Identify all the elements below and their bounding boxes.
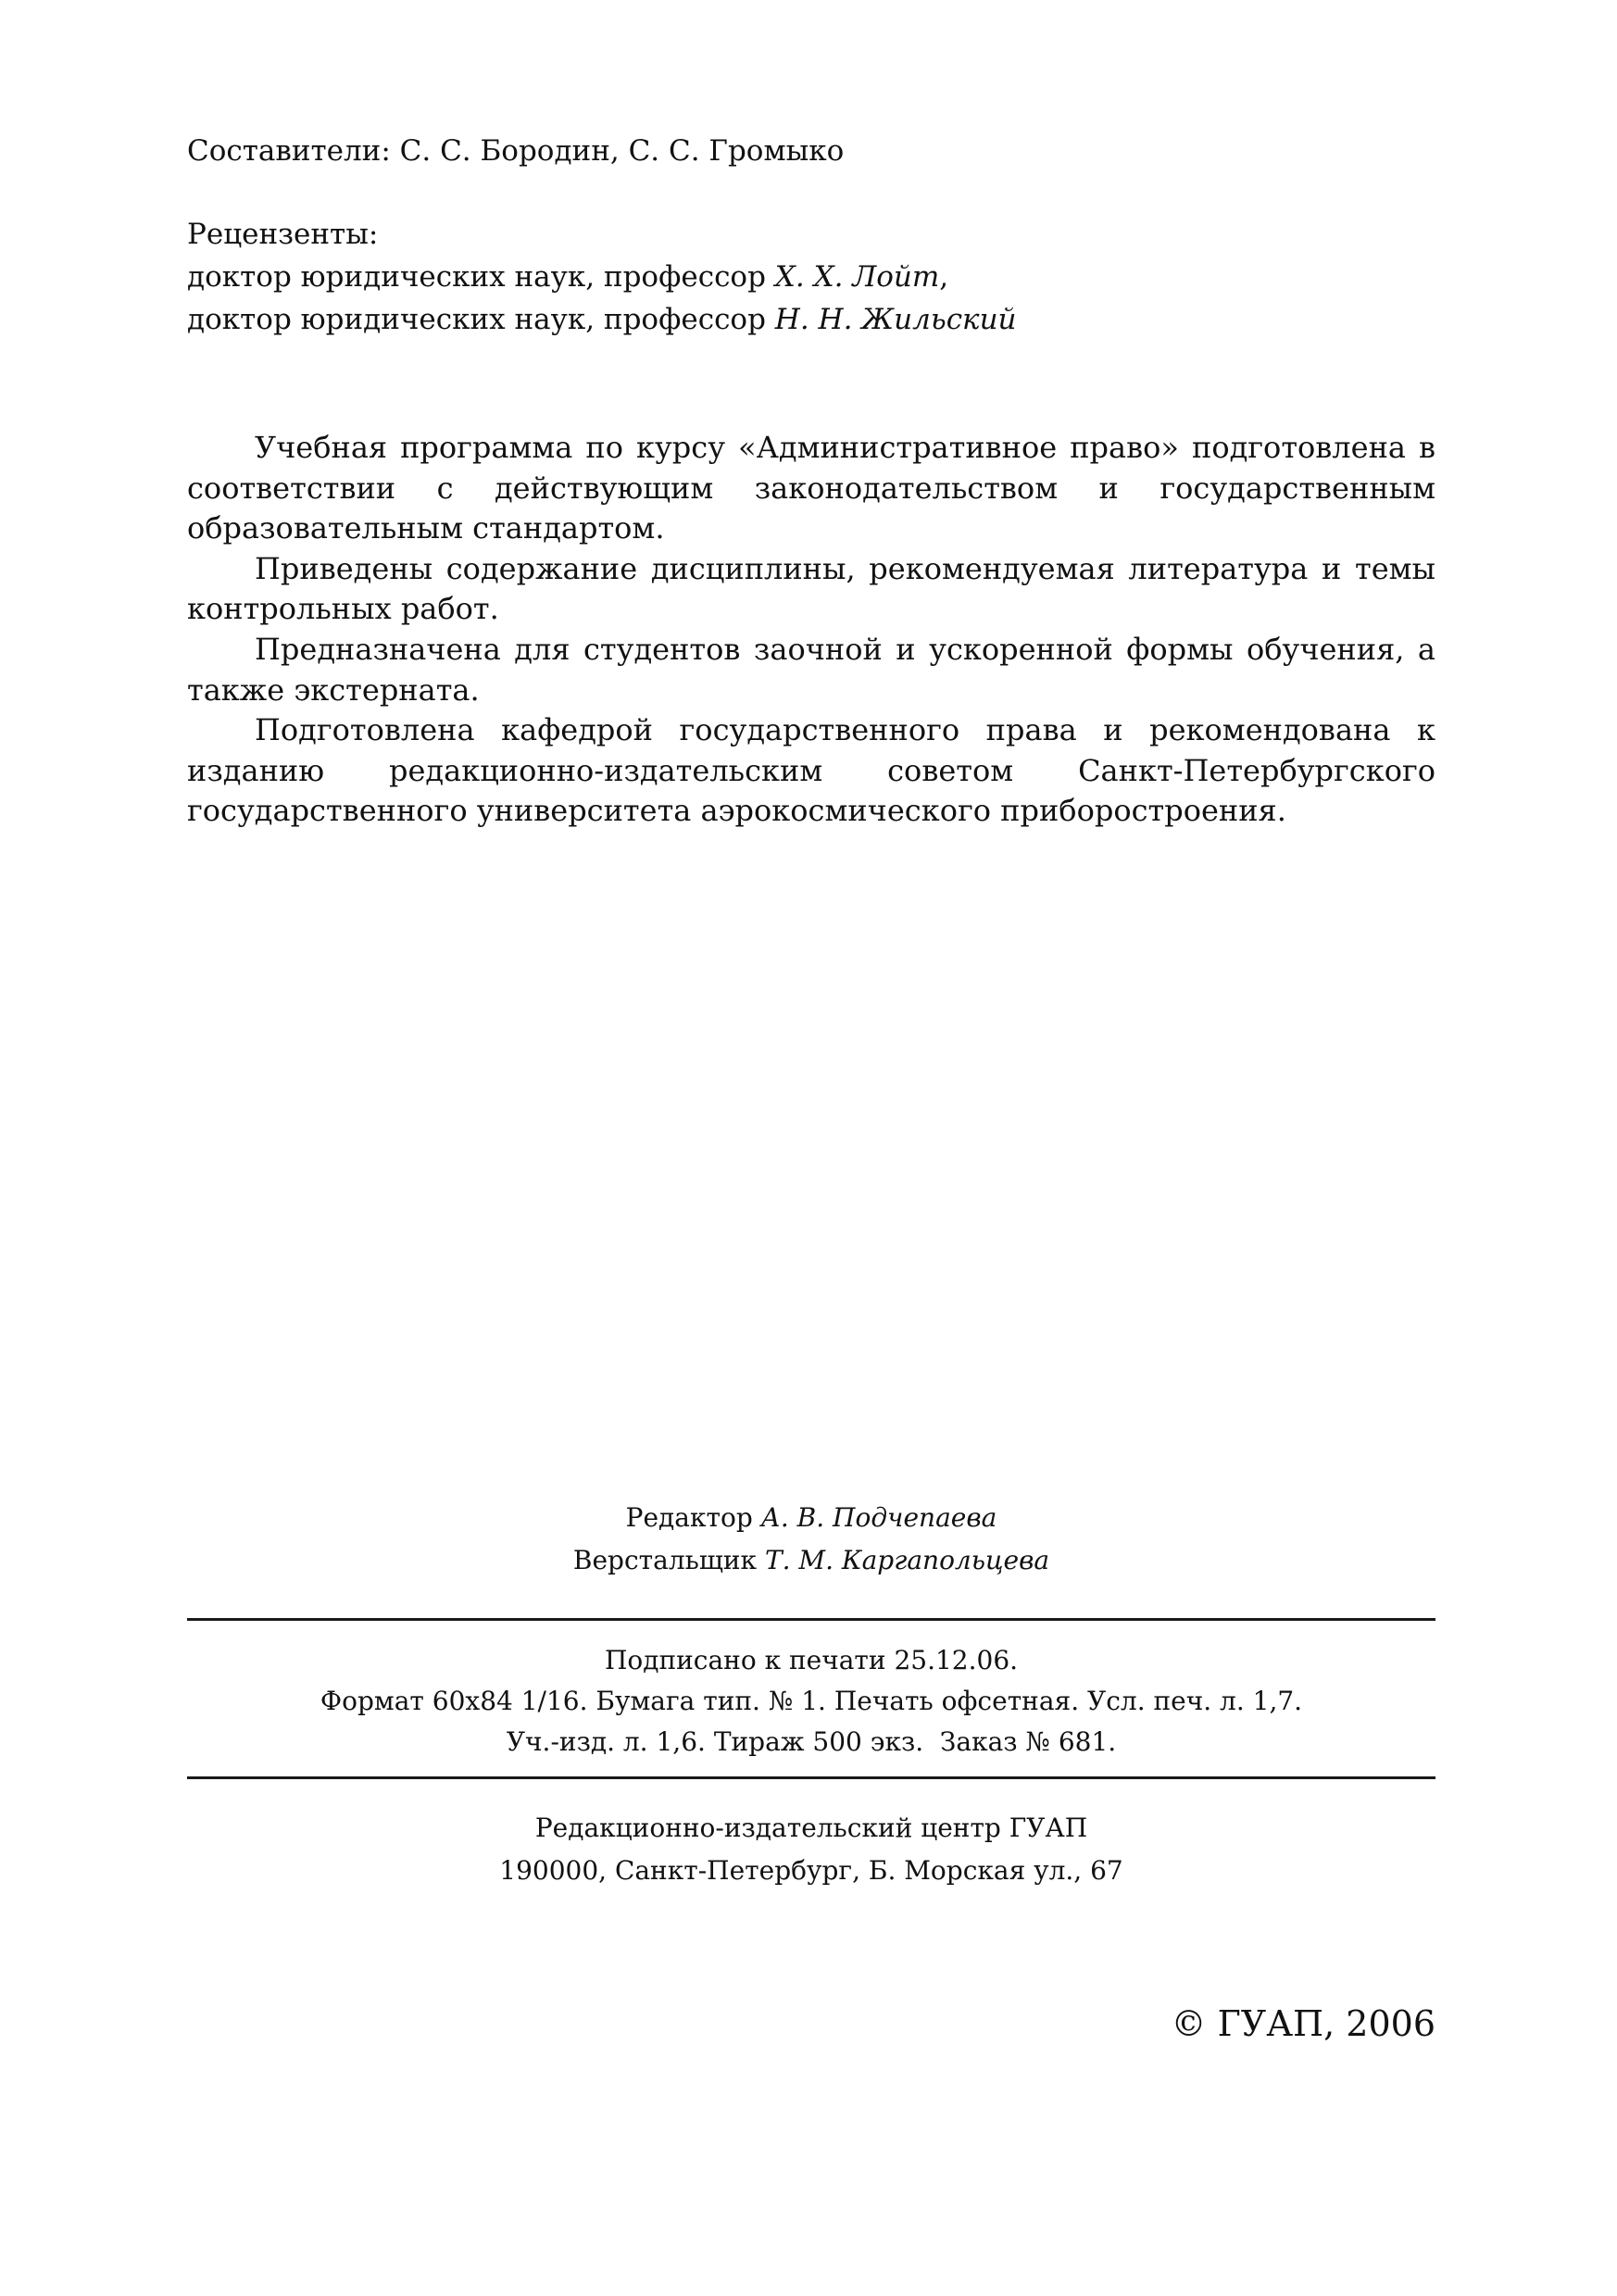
- publisher: [187, 1807, 1435, 1892]
- reviewers: [187, 213, 1435, 341]
- reviewer-name: Н. Н. Жильский: [774, 303, 1017, 336]
- reviewers-heading: Рецензенты:: [187, 218, 379, 251]
- imprint-line: Формат 60x84 1/16. Бумага тип. № 1. Печать офсетная. Усл. печ. л. 1,7.: [320, 1686, 1303, 1716]
- editor-name: А. В. Подчепаева: [760, 1502, 997, 1533]
- abstract-paragraph: Учебная программа по курсу «Административное право» подготовлена в соответствии с действующим законодательством и государственным образовательным стандартом.: [187, 430, 1435, 546]
- credits: [187, 1497, 1435, 1582]
- editor-credit: [187, 1497, 1435, 1539]
- imprint: [187, 1640, 1435, 1763]
- compilers-line: Составители: С. С. Бородин, С. С. Громыко: [187, 134, 845, 168]
- editor-label: Редактор: [625, 1502, 761, 1533]
- compilers: [187, 130, 1435, 172]
- reviewer-name: Х. Х. Лойт: [774, 260, 940, 294]
- imprint-line: Уч.-изд. л. 1,6. Тираж 500 экз. Заказ № 681.: [506, 1726, 1117, 1757]
- reviewer-suffix: ,: [939, 260, 949, 294]
- abstract-paragraph: Приведены содержание дисциплины, рекомендуемая литература и темы контрольных работ.: [187, 550, 1435, 627]
- typesetter-name: Т. М. Каргапольцева: [764, 1545, 1050, 1575]
- abstract: [187, 428, 1435, 832]
- abstract-paragraph: Подготовлена кафедрой государственного права и рекомендована к изданию редакционно-издательским советом Санкт-Петербургского государственного университета аэрокосмического приборостроения.: [187, 712, 1435, 829]
- publisher-name: Редакционно-издательский центр ГУАП: [534, 1813, 1088, 1843]
- divider-top: [187, 1618, 1435, 1621]
- publisher-address: 190000, Санкт-Петербург, Б. Морская ул., 67: [499, 1855, 1123, 1886]
- typesetter-credit: [187, 1539, 1435, 1582]
- abstract-paragraph: Предназначена для студентов заочной и ускоренной формы обучения, а также экстерната.: [187, 631, 1435, 708]
- typesetter-label: Верстальщик: [572, 1545, 765, 1575]
- reviewer-item: [187, 298, 1435, 341]
- copyright: © ГУАП, 2006: [1171, 2003, 1435, 2044]
- divider-bottom: [187, 1776, 1435, 1779]
- reviewer-title: доктор юридических наук, профессор: [187, 303, 775, 336]
- reviewer-item: [187, 256, 1435, 298]
- imprint-line: Подписано к печати 25.12.06.: [604, 1645, 1019, 1675]
- reviewer-title: доктор юридических наук, профессор: [187, 260, 775, 294]
